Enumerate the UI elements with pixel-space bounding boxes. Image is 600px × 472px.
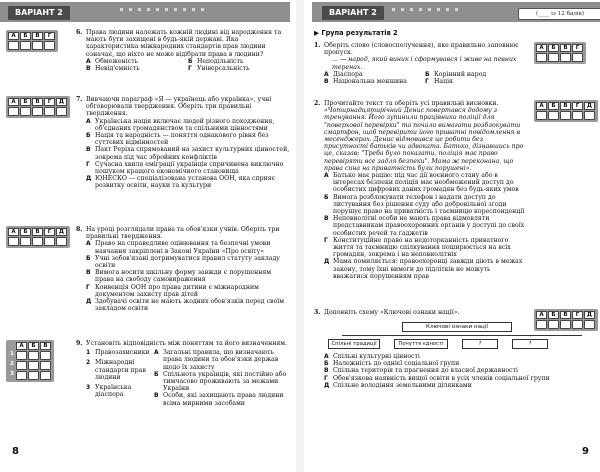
option-letter: А bbox=[86, 240, 91, 248]
option-text: Неподільність bbox=[197, 57, 244, 65]
answer-box[interactable] bbox=[44, 107, 55, 116]
grid-letter: А bbox=[8, 32, 19, 40]
option-text: Обов'язкова наявність вищої освіти в усіх членів соціальної групи bbox=[333, 374, 550, 382]
option-letter: В bbox=[324, 78, 329, 86]
option-letter: В bbox=[86, 65, 91, 73]
grid-row-number: 1 bbox=[10, 351, 14, 357]
question-number: 2. bbox=[314, 100, 321, 107]
matching-grid-q9 bbox=[6, 340, 54, 382]
answer-box[interactable] bbox=[560, 111, 571, 120]
option-text: Українська нація включає людей різного походження, об'єднаних громадянством та спільними цінностями bbox=[95, 117, 275, 132]
grid-letter: Д bbox=[56, 98, 67, 106]
page-number: 9 bbox=[582, 446, 589, 457]
scheme-box: Спільні традиції bbox=[328, 339, 380, 349]
right-header-title: ВАРІАНТ 2 bbox=[322, 6, 384, 20]
grid-letter: В bbox=[32, 32, 43, 40]
grid-letter: Б bbox=[20, 228, 31, 236]
answer-box[interactable] bbox=[8, 107, 19, 116]
grid-letter: А bbox=[536, 44, 547, 52]
option-text: Пакт Реріха спрямований на захист культурних цінностей, зокрема під час збройних конфліктів bbox=[95, 146, 290, 161]
option-text: Обмеженість bbox=[95, 57, 138, 65]
item-number: 2 bbox=[86, 359, 91, 367]
question-number: 1. bbox=[314, 42, 321, 49]
grid-letter: А bbox=[536, 311, 547, 319]
answer-box[interactable] bbox=[536, 111, 547, 120]
option-letter: А bbox=[154, 349, 159, 357]
answer-box[interactable] bbox=[40, 361, 51, 370]
answer-box[interactable] bbox=[28, 351, 39, 360]
grid-letter: Б bbox=[28, 342, 39, 350]
answer-box[interactable] bbox=[16, 371, 27, 380]
grid-letter: А bbox=[536, 102, 547, 110]
answer-box[interactable] bbox=[44, 237, 55, 246]
option-text: Конституційне право на недоторканність приватного життя та таємницю спілкування поширюється на всіх громадян, зокрема і на неповнолітніх bbox=[333, 236, 511, 259]
grid-letter: А bbox=[8, 228, 19, 236]
option-letter: Б bbox=[86, 254, 91, 262]
option-letter: Б bbox=[86, 132, 91, 140]
scheme-connector bbox=[342, 335, 582, 336]
answer-box[interactable] bbox=[16, 351, 27, 360]
option-text: Право на справедливе оцінювання та безпечні умови навчання закріплені в Законі України «Про освіту» bbox=[95, 240, 271, 255]
answer-box[interactable] bbox=[28, 371, 39, 380]
option-text: Вимога носити шкільну форму завжди є порушенням права на свободу самовираження bbox=[95, 269, 272, 284]
option-text: Корінний народ bbox=[434, 70, 487, 78]
answer-box[interactable] bbox=[20, 237, 31, 246]
answer-box[interactable] bbox=[44, 41, 55, 50]
option-letter: Г bbox=[188, 65, 192, 73]
answer-box[interactable] bbox=[8, 41, 19, 50]
page-number: 8 bbox=[12, 446, 19, 457]
answer-box[interactable] bbox=[560, 53, 571, 62]
grid-letter: Г bbox=[572, 102, 583, 110]
option-letter: А bbox=[86, 117, 91, 125]
question-quote: «Чотирнадцятирічний Денис повертався додому з тренування. Його зупинили працівники поліції для "поверхової перевірки" та почали вимагати розблокувати смартфон, щоб перевірити його приватні повідомлення в месенджерах. Денис відмовився це робити без присутності батьків чи адвоката. Батько, дізнавшись про це, сказав: "Треба було показати, поліція має право перевіряти все задля безпеки". Мама ж переконана, що права сина на приватність були порушені». bbox=[324, 107, 524, 172]
question-text: Вивчаючи параграф «Я — українець або українка», учні обговорювали твердження. Оберіть три правильні твердження. bbox=[86, 96, 272, 118]
option-letter: Д bbox=[86, 298, 92, 306]
option-letter: Б bbox=[188, 57, 193, 65]
grid-letter: Б bbox=[20, 32, 31, 40]
item-number: 1 bbox=[86, 349, 91, 357]
left-header-title: ВАРІАНТ 2 bbox=[8, 6, 70, 20]
option-letter: А bbox=[324, 172, 329, 180]
option-text: Учні зобов'язані дотримуватися правил статуту закладу освіти bbox=[95, 254, 280, 270]
question-6 bbox=[76, 29, 290, 72]
option-text: Нація та народність — поняття однакового рівня без суттєвих відмінностей bbox=[95, 132, 269, 147]
question-text: Прочитайте текст та оберіть усі правильні висновки. bbox=[324, 100, 499, 107]
header-decoration bbox=[392, 8, 458, 11]
question-text: На уроці розглядали права та обов'язки учнів. Оберіть три правильні твердження. bbox=[86, 226, 280, 241]
question-text: Доповніть схему «Ключові ознаки нації». bbox=[324, 309, 460, 316]
question-number: 8. bbox=[76, 226, 83, 233]
grid-letter: Д bbox=[56, 228, 67, 236]
answer-box[interactable] bbox=[8, 237, 19, 246]
grid-letter: В bbox=[560, 102, 571, 110]
item-number: 3 bbox=[86, 384, 91, 392]
option-text: Нація bbox=[434, 78, 453, 86]
grid-letter: А bbox=[16, 342, 27, 350]
question-text: Права людини належать кожній людині від народження та мають бути захищені в будь-якій державі. Яка характеристика міжнародних стандартів прав людини означає, що ніхто не може відібрати права в людини? bbox=[86, 29, 282, 58]
question-1 bbox=[314, 42, 526, 85]
question-text: Установіть відповідність між поняттям та його визначенням. bbox=[86, 340, 288, 347]
item-text: Міжнародні стандарти прав людини bbox=[95, 359, 146, 381]
grid-row-number: 2 bbox=[10, 361, 14, 367]
option-letter: Г bbox=[86, 160, 90, 168]
answer-grid-r2 bbox=[534, 100, 598, 122]
grid-letter: Г bbox=[44, 98, 55, 106]
option-letter: Г bbox=[425, 78, 429, 86]
option-letter: Б bbox=[154, 370, 159, 378]
option-letter: Г bbox=[324, 374, 328, 382]
grid-letter: Д bbox=[584, 311, 595, 319]
grid-letter: Б bbox=[548, 102, 559, 110]
grid-letter: Г bbox=[572, 311, 583, 319]
book-gutter bbox=[296, 0, 304, 472]
option-text: Спільна територія та прагнення до власної державності bbox=[333, 367, 518, 375]
question-3-options bbox=[314, 353, 590, 389]
answer-grid-q8 bbox=[6, 226, 70, 248]
option-letter: Д bbox=[86, 175, 92, 183]
option-text: Конвенція ООН про права дитини є міжнародним документом захисту прав дітей bbox=[95, 283, 259, 298]
option-text: ЮНЕСКО — спеціалізована установа ООН, яка сприяє розвитку освіти, науки та культури bbox=[95, 175, 276, 190]
answer-box[interactable] bbox=[56, 237, 67, 246]
grid-letter: Г bbox=[44, 32, 55, 40]
grid-letter: Б bbox=[20, 98, 31, 106]
option-letter: В bbox=[154, 392, 159, 400]
grid-letter: А bbox=[8, 98, 19, 106]
answer-box[interactable] bbox=[40, 351, 51, 360]
group-title-text: Група результатів 2 bbox=[321, 29, 398, 37]
option-letter: В bbox=[86, 269, 91, 277]
left-header-bar bbox=[0, 2, 290, 22]
option-text: Спільне володіння земельними ділянками bbox=[333, 381, 472, 389]
answer-box[interactable] bbox=[32, 107, 43, 116]
option-text: Батько має рацію: під час дії воєнного стану або в інтересах безпеки поліція має необмежений доступ до особистих цифрових даних громадян без будь-яких умов bbox=[333, 172, 519, 194]
option-letter: Г bbox=[86, 283, 90, 291]
answer-box[interactable] bbox=[536, 53, 547, 62]
answer-box[interactable] bbox=[548, 53, 559, 62]
grid-letter: В bbox=[40, 342, 51, 350]
item-text: Правозахисники bbox=[95, 349, 150, 357]
grid-letter: Г bbox=[572, 44, 583, 52]
answer-box[interactable] bbox=[40, 371, 51, 380]
option-letter: Г bbox=[324, 236, 328, 244]
item-text: Українська діаспора bbox=[95, 384, 132, 399]
question-number: 9. bbox=[76, 340, 83, 347]
answer-box[interactable] bbox=[56, 107, 67, 116]
option-text: Вимога розблокувати телефон і надати доступ до листування без рішення суду або добровільної згоди порушує право на приватність і таємницю кореспонденції bbox=[333, 193, 525, 216]
answer-box[interactable] bbox=[20, 41, 31, 50]
question-2 bbox=[314, 100, 526, 280]
option-letter: А bbox=[86, 57, 91, 65]
answer-box[interactable] bbox=[572, 53, 583, 62]
option-text: Неповнолітні особи не мають права відмовляти представникам правоохоронних органів у доступі до своїх особистих речей та гаджетів bbox=[333, 215, 525, 237]
answer-box[interactable] bbox=[28, 361, 39, 370]
question-number: 6. bbox=[76, 29, 83, 36]
question-7 bbox=[76, 96, 290, 190]
left-page bbox=[0, 0, 296, 472]
option-text: Діаспора bbox=[333, 70, 363, 78]
answer-grid-r1 bbox=[534, 42, 586, 64]
scheme-title: Ключові ознаки нації bbox=[402, 322, 512, 332]
option-text: Спільнота українців, які постійно або тимчасово проживають за межами України bbox=[163, 370, 287, 393]
answer-box[interactable] bbox=[20, 107, 31, 116]
scheme-box: Почуття єдності bbox=[394, 339, 448, 349]
option-letter: В bbox=[324, 215, 329, 223]
grid-letter: В bbox=[560, 311, 571, 319]
option-text: Сучасна хвиля еміграції українців спричинена виключно пошуком кращого економічного становища bbox=[95, 160, 284, 176]
option-text: Особи, які захищають права людини всіма мирними засобами bbox=[163, 392, 284, 407]
option-text: Належність до однієї соціальної групи bbox=[333, 360, 460, 368]
option-letter: Д bbox=[324, 258, 330, 266]
question-number: 7. bbox=[76, 96, 83, 103]
question-3 bbox=[314, 309, 526, 316]
grid-letter: Д bbox=[584, 102, 595, 110]
answer-grid-q7 bbox=[6, 96, 70, 118]
question-number: 3. bbox=[314, 309, 321, 316]
grid-letter: В bbox=[32, 98, 43, 106]
answer-grid-q6 bbox=[6, 30, 58, 52]
question-9 bbox=[76, 340, 290, 407]
option-letter: Б bbox=[324, 193, 329, 201]
scheme-box[interactable]: ? bbox=[462, 339, 498, 349]
option-text: Спільні культурні цінності bbox=[333, 353, 420, 360]
question-8 bbox=[76, 226, 290, 312]
grid-letter: Б bbox=[548, 311, 559, 319]
answer-box[interactable] bbox=[584, 111, 595, 120]
option-text: Національна меншина bbox=[333, 78, 407, 86]
option-letter: Д bbox=[324, 381, 330, 389]
answer-box[interactable] bbox=[32, 41, 43, 50]
question-text: Оберіть слово (словосполучення), яке правильно заповнює пропуск. bbox=[324, 42, 519, 57]
grid-letter: Б bbox=[548, 44, 559, 52]
header-decoration bbox=[120, 8, 204, 11]
option-letter: А bbox=[324, 70, 329, 78]
right-header-bar bbox=[312, 2, 600, 22]
option-letter: Б bbox=[324, 360, 329, 368]
grid-letter: Г bbox=[44, 228, 55, 236]
grid-row-number: 3 bbox=[10, 371, 14, 377]
grid-letter: В bbox=[560, 44, 571, 52]
option-text: Здобувачі освіти не мають жодних обов'язків перед своїм закладом освіти bbox=[95, 298, 285, 313]
answer-box[interactable] bbox=[32, 237, 43, 246]
answer-box[interactable] bbox=[572, 111, 583, 120]
option-text: Невід'ємність bbox=[95, 65, 140, 73]
answer-box[interactable] bbox=[16, 361, 27, 370]
grid-letter: В bbox=[32, 228, 43, 236]
option-letter: В bbox=[86, 146, 91, 154]
group-title: ▶ Група результатів 2 bbox=[314, 29, 398, 37]
right-page bbox=[304, 0, 600, 472]
score-field[interactable]: (____ із 12 балів) bbox=[518, 8, 600, 20]
question-quote: … — народ, який виник і сформувався і живе на певних теренах. bbox=[332, 56, 517, 71]
scheme-box[interactable]: ? bbox=[512, 339, 548, 349]
option-letter: Б bbox=[425, 70, 430, 78]
option-text: Загальні правила, що визначають права людини та обов'язки держав щодо їх захисту bbox=[163, 349, 279, 371]
option-text: Універсальність bbox=[197, 65, 250, 73]
answer-box[interactable] bbox=[548, 111, 559, 120]
option-text: Мама помиляється: правоохоронці завжди діють в межах закону, тому їхні вимоги до підлітків не можуть вважатися порушенням прав bbox=[333, 258, 523, 280]
option-letter: В bbox=[324, 367, 329, 375]
option-letter: А bbox=[324, 353, 329, 360]
